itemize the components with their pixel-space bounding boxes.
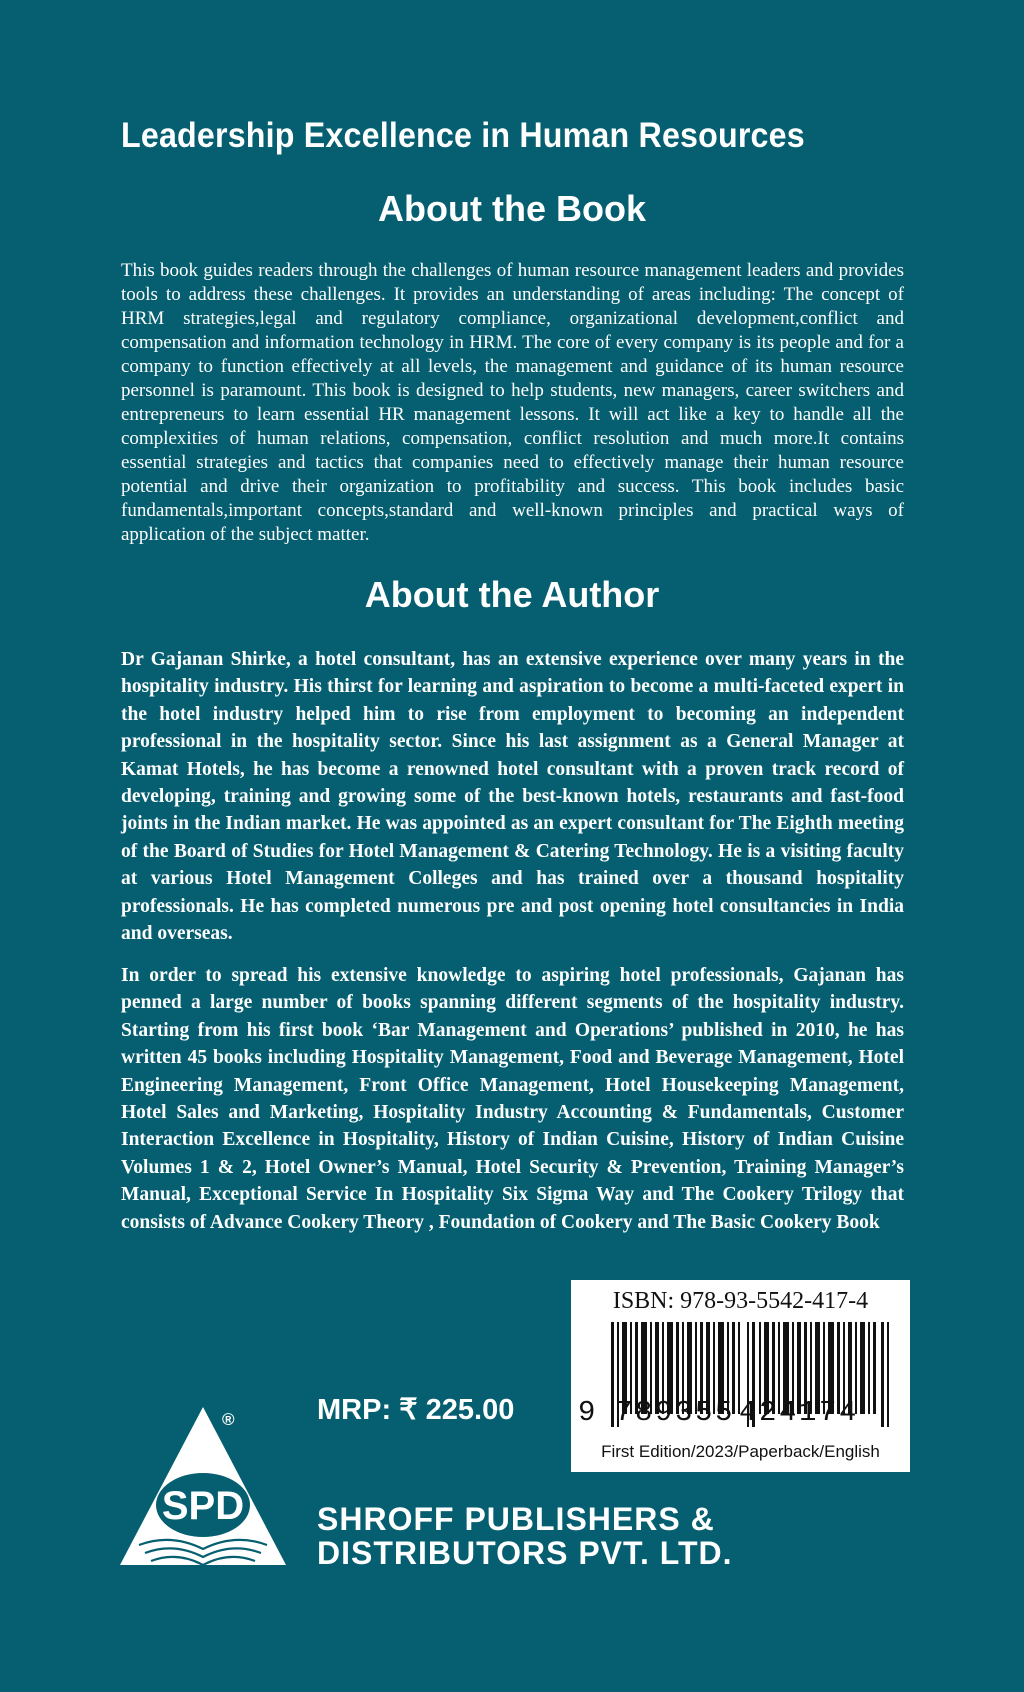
about-author-heading: About the Author [364, 574, 660, 615]
about-book-heading: About the Book [378, 188, 646, 229]
registered-mark: ® [222, 1410, 235, 1429]
barcode-digits-right: 424174 [739, 1396, 860, 1429]
price: MRP: ₹ 225.00 [317, 1394, 515, 1426]
about-book-text: This book guides readers through the challenges of human resource management leaders and provides tools to address these challenges. It provides an understanding of areas including: The concept of HRM strategies,legal and regulatory compliance, organizational development,conflict and compensation and information technology in HRM. The core of every company is its people and for a company to function effectively at all levels, the management and guidance of its human resource personnel is paramount. This book is designed to help students, new managers, career switchers and entrepreneurs to learn essential HR management lessons. It will act like a key to handle all the complexities of human relations, compensation, conflict resolution and much more.It contains essential strategies and tactics that companies need to effectively manage their human resource potential and drive their organization to profitability and success. This book includes basic fundamentals,important concepts,standard and well-known principles and practical ways of application of the subject matter. [121, 260, 904, 545]
edition-info: First Edition/2023/Paperback/English [601, 1442, 880, 1461]
spd-logo [119, 1405, 299, 1565]
barcode-digits-left: 789355 [615, 1396, 736, 1429]
publisher-name [317, 1502, 733, 1570]
isbn-box [571, 1280, 910, 1472]
isbn-label: ISBN: 978-93-5542-417-4 [612, 1288, 869, 1314]
publisher-name-line-2: DISTRIBUTORS PVT. LTD. [317, 1535, 733, 1571]
barcode-digit-lead: 9 [578, 1396, 596, 1429]
logo-text: SPD [161, 1484, 245, 1528]
publisher-name-line-1: SHROFF PUBLISHERS & [317, 1501, 715, 1537]
author-paragraph-2: In order to spread his extensive knowledge to aspiring hotel professionals, Gajanan has penned a large number of books spanning different segments of the hospitality industry. Starting from his first book ‘Bar Management and Operations’ published in 2010, he has written 45 books including Hospitality Management, Food and Beverage Management, Hotel Engineering Management, Front Office Management, Hotel Housekeeping Management, Hotel Sales and Marketing, Hospitality Industry Accounting & Fundamentals, Customer Interaction Excellence in Hospitality, History of Indian Cuisine, History of Indian Cuisine Volumes 1 & 2, Hotel Owner’s Manual, Hotel Security & Prevention, Training Manager’s Manual, Exceptional Service In Hospitality Six Sigma Way and The Cookery Trilogy that consists of Advance Cookery Theory , Foundation of Cookery and The Basic Cookery Book [121, 965, 904, 1233]
series-title: Leadership Excellence in Human Resources [121, 116, 805, 155]
author-paragraph-1: Dr Gajanan Shirke, a hotel consultant, has an extensive experience over many years in the hospitality industry. His thirst for learning and aspiration to become a multi-faceted expert in the hotel industry helped him to rise from employment to becoming an independent professional in the hospitality sector. Since his last assignment as a General Manager at Kamat Hotels, he has become a renowned hotel consultant with a proven track record of developing, training and growing some of the best-known hotels, restaurants and fast-food joints in the Indian market. He was appointed as an expert consultant for The Eighth meeting of the Board of Studies for Hotel Management & Catering Technology. He is a visiting faculty at various Hotel Management Colleges and has trained over a thousand hospitality professionals. He has completed numerous pre and post opening hotel consultancies in India and overseas. [121, 649, 904, 945]
